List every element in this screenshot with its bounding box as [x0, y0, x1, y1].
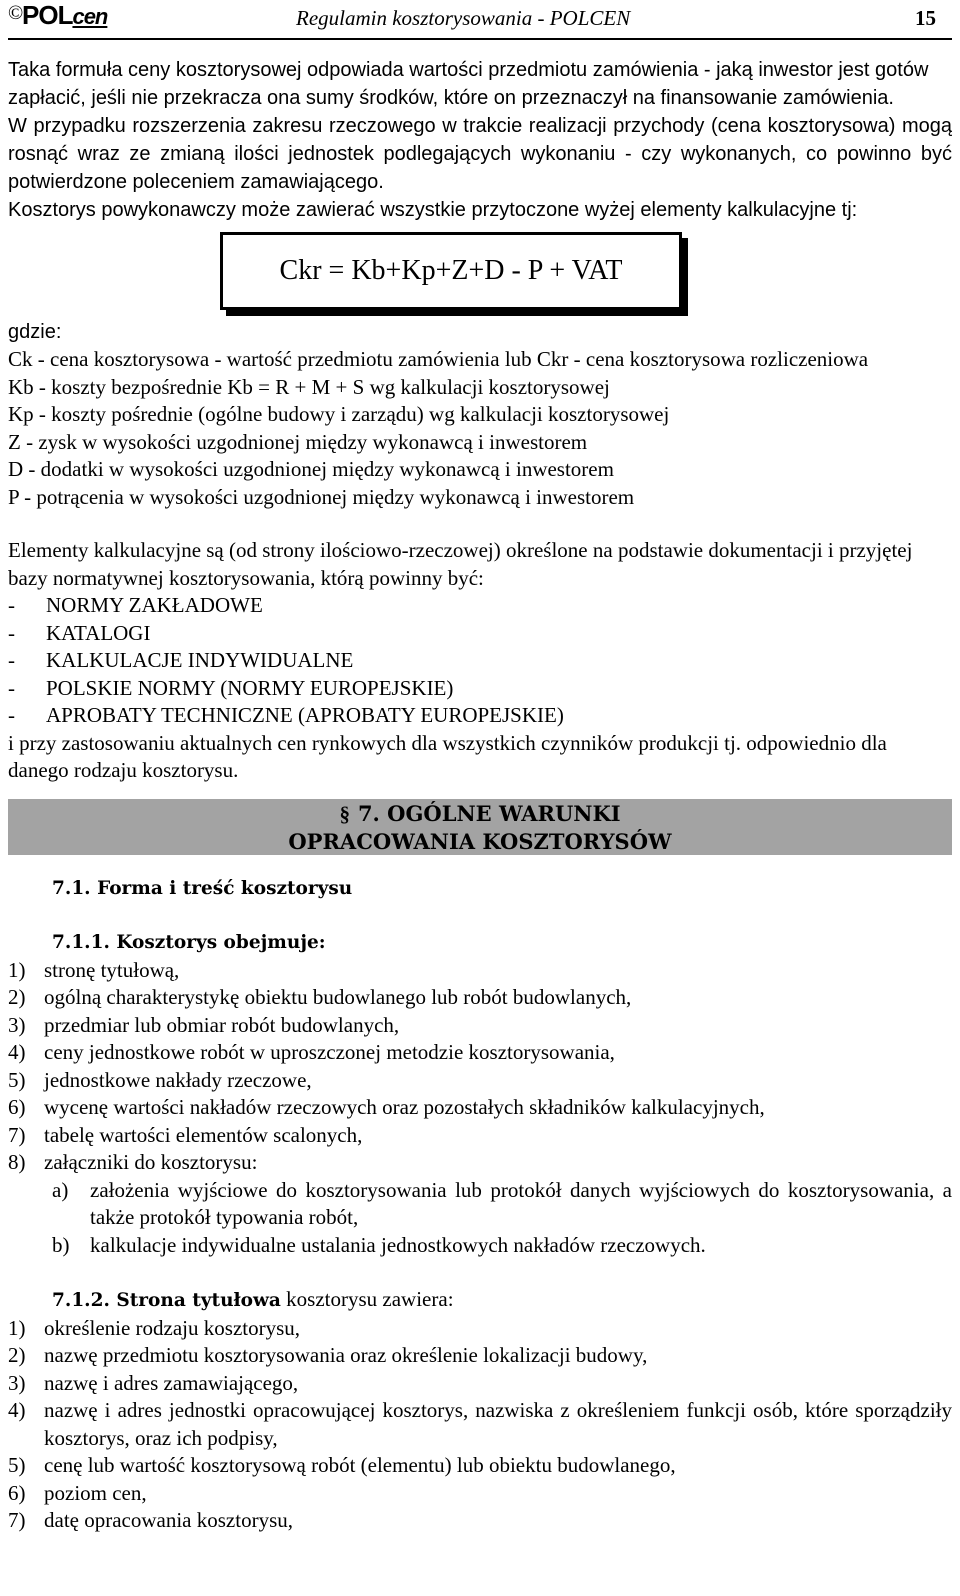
page-header — [8, 0, 952, 40]
list-item: b) kalkulacje indywidualne ustalania jednostkowych nakładów rzeczowych. — [52, 1232, 706, 1257]
norms-list — [8, 592, 952, 730]
definition-item: Ck - cena kosztorysowa - wartość przedmiotu zamówienia lub Ckr - cena kosztorysowa rozliczeniowa — [8, 347, 869, 371]
list-item: 8) załączniki do kosztorysu: a) założenia wyjściowe do kosztorysowania lub protokół danych wyjściowych do kosztorysowania, a także protokół typowania robót, b) kalkulacje indywidualne ustalania jednostkowych nakładów rzeczowych. — [8, 1149, 952, 1259]
list-item: 6) wycenę wartości nakładów rzeczowych oraz pozostałych składników kalkulacyjnych, — [8, 1095, 765, 1119]
list-item: - APROBATY TECHNICZNE (APROBATY EUROPEJSKIE) — [8, 702, 952, 730]
list-item: - NORMY ZAKŁADOWE — [8, 592, 952, 620]
list-item: - KALKULACJE INDYWIDUALNE — [8, 647, 952, 675]
intro-paragraph-2: W przypadku rozszerzenia zakresu rzeczowego w trakcie realizacji przychody (cena kosztorysowa) mogą rosnąć wraz ze zmianą ilości jednostek podlegających wykonaniu - czy wykonanych, co powinno być potwierdzone poleceniem zamawiającego. — [8, 115, 952, 193]
definitions-label: gdzie: — [8, 321, 62, 343]
list-item: 3) nazwę i adres zamawiającego, — [8, 1370, 299, 1395]
list-item: 2) nazwę przedmiotu kosztorysowania oraz określenie lokalizacji budowy, — [8, 1343, 648, 1367]
section-title-line-1: 7. OGÓLNE WARUNKI — [357, 800, 621, 826]
definition-item: Kb - koszty bezpośrednie Kb = R + M + S wg kalkulacji kosztorysowej — [8, 374, 610, 399]
list-item: 5) cenę lub wartość kosztorysową robót (elementu) lub obiektu budowlanego, — [8, 1453, 676, 1477]
section-7-banner — [8, 799, 952, 855]
list-item: 4) nazwę i adres jednostki opracowującej kosztorys, nazwiska z określeniem funkcji osób, które sporządziły kosztorys, oraz ich podpisy, — [8, 1398, 952, 1450]
definition-item: Kp - koszty pośrednie (ogólne budowy i zarządu) wg kalkulacji kosztorysowej — [8, 402, 670, 426]
formula-box — [220, 232, 682, 310]
logo-cen: cen — [72, 4, 108, 29]
list-item: 1) określenie rodzaju kosztorysu, — [8, 1315, 301, 1340]
list-item: 2) ogólną charakterystykę obiektu budowlanego lub robót budowlanych, — [8, 985, 632, 1009]
heading-7-1: 7.1. Forma i treść kosztorysu — [52, 877, 353, 899]
title-page-contents-list — [8, 1315, 952, 1535]
heading-7-1-2: 7.1.2. Strona tytułowa kosztorysu zawiera: — [52, 1287, 454, 1311]
polcen-logo — [22, 0, 107, 31]
section-symbol: § — [339, 801, 350, 826]
copyright-symbol: © — [8, 2, 24, 24]
section-title-line-2: OPRACOWANIA KOSZTORYSÓW — [288, 828, 672, 854]
attachments-sublist — [44, 1177, 952, 1260]
logo-pol: POL — [22, 0, 73, 30]
list-item: - KATALOGI — [8, 620, 952, 648]
list-item: 3) przedmiar lub obmiar robót budowlanych, — [8, 1012, 400, 1037]
intro-paragraph-3: Kosztorys powykonawczy może zawierać wszystkie przytoczone wyżej elementy kalkulacyjne tj: — [8, 199, 858, 221]
list-item: - POLSKIE NORMY (NORMY EUROPEJSKIE) — [8, 675, 952, 703]
header-title: Regulamin kosztorysowania - POLCEN — [296, 6, 631, 30]
list-item: 7) datę opracowania kosztorysu, — [8, 1508, 293, 1532]
formula-text: Ckr = Kb+Kp+Z+D - P + VAT — [279, 255, 623, 286]
list-item: 4) ceny jednostkowe robót w uproszczonej metodzie kosztorysowania, — [8, 1040, 615, 1064]
heading-7-1-1: 7.1.1. Kosztorys obejmuje: — [52, 932, 326, 953]
page-number: 15 — [915, 6, 936, 30]
list-item: a) założenia wyjściowe do kosztorysowania lub protokół danych wyjściowych do kosztorysowania, a także protokół typowania robót, — [52, 1177, 952, 1229]
elements-intro: Elementy kalkulacyjne są (od strony ilościowo-rzeczowej) określone na podstawie dokumentacji i przyjętej bazy normatywnej kosztorysowania, którą powinny być: — [8, 538, 913, 590]
kosztorys-contents-list — [8, 957, 952, 1260]
elements-block — [8, 537, 952, 785]
elements-outro: i przy zastosowaniu aktualnych cen rynkowych dla wszystkich czynników produkcji tj. odpowiednio dla danego rodzaju kosztorysu. — [8, 730, 887, 782]
definition-item: D - dodatki w wysokości uzgodnionej między wykonawcą i inwestorem — [8, 457, 614, 481]
list-item: 1) stronę tytułową, — [8, 957, 180, 982]
list-item: 7) tabelę wartości elementów scalonych, — [8, 1122, 363, 1147]
definition-item: Z - zysk w wysokości uzgodnionej między wykonawcą i inwestorem — [8, 429, 588, 454]
document-page — [8, 0, 952, 1535]
list-item: 5) jednostkowe nakłady rzeczowe, — [8, 1067, 312, 1092]
definitions-block — [8, 318, 952, 511]
intro-paragraph-1: Taka formuła ceny kosztorysowej odpowiada wartości przedmiotu zamówienia - jaką inwestor jest gotów zapłacić, jeśli nie przekracza ona sumy środków, które on przeznaczył na finansowanie zamówienia. — [8, 59, 929, 109]
list-item: 6) poziom cen, — [8, 1480, 147, 1505]
definition-item: P - potrącenia w wysokości uzgodnionej między wykonawcą i inwestorem — [8, 484, 635, 509]
